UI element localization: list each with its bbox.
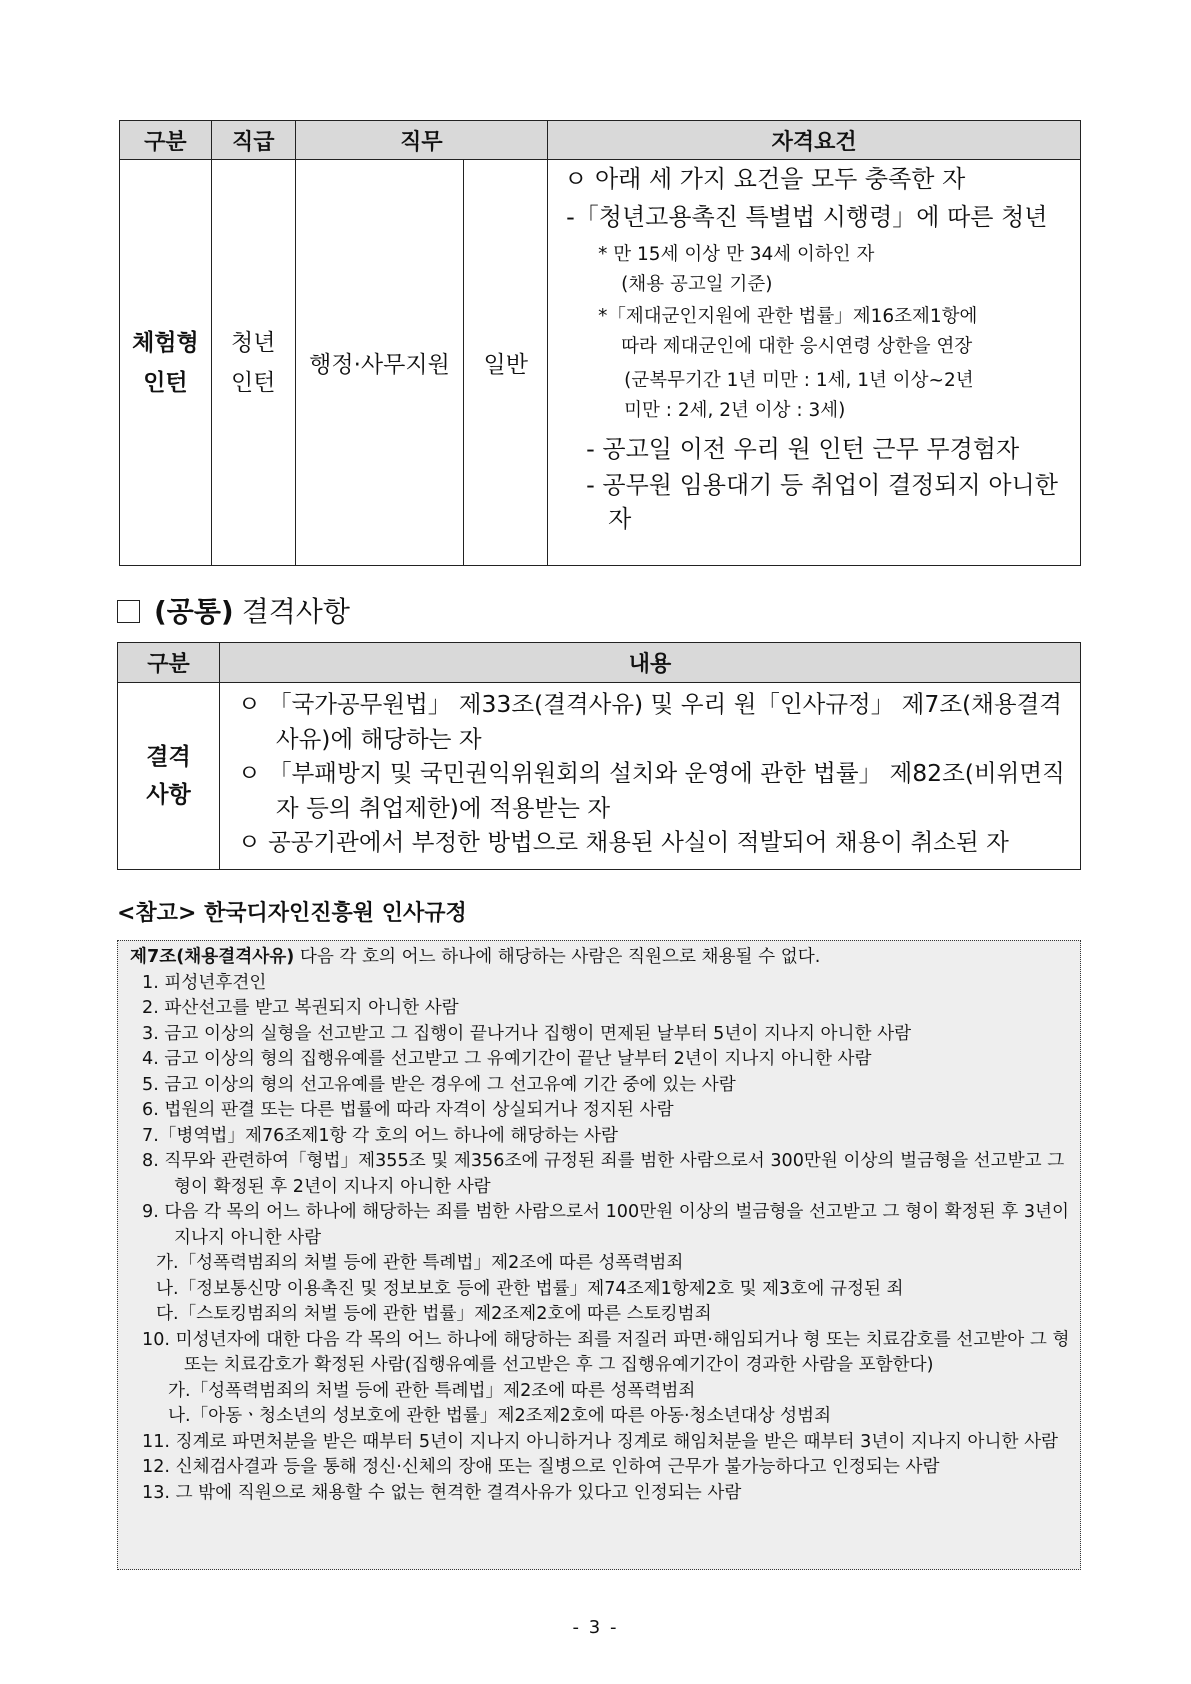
- qual-item-3: - 공무원 임용대기 등 취업이 결정되지 아니한 자: [586, 471, 1058, 533]
- page-number: - 3 -: [572, 1617, 619, 1638]
- header-grade: 직급: [211, 121, 295, 160]
- label-line-1: 결격: [146, 744, 191, 770]
- regulation-item: 5. 금고 이상의 형의 선고유예를 받은 경우에 그 선고유예 기간 중에 있는 사람: [142, 1074, 736, 1095]
- qual-item-1: -「청년고용촉진 특별법 시행령」에 따른 청년: [566, 203, 1048, 231]
- grade-line-2: 인턴: [231, 369, 276, 396]
- regulation-item: 3. 금고 이상의 실형을 선고받고 그 집행이 끝나거나 집행이 면제된 날부터 5년이 지나지 아니한 사람: [142, 1023, 912, 1044]
- regulation-item: 2. 파산선고를 받고 복권되지 아니한 사람: [142, 998, 459, 1018]
- regulation-item: 9. 다음 각 목의 어느 하나에 해당하는 죄를 범한 사람으로서 100만원 이상의 벌금형을 선고받고 그 형이 확정된 후 3년이 지나지 아니한 사람: [142, 1202, 1070, 1248]
- recruitment-row: [120, 160, 1081, 566]
- regulation-item: 6. 법원의 판결 또는 다른 법률에 따라 자격이 상실되거나 정지된 사람: [142, 1100, 674, 1120]
- regulation-subitem: 가.「성폭력범죄의 처벌 등에 관한 특례법」제2조에 따른 성폭력범죄: [156, 1253, 684, 1273]
- regulation-item: 11. 징계로 파면처분을 받은 때부터 5년이 지나지 아니하거나 징계로 해임처분을 받은 때부터 3년이 지나지 아니한 사람: [142, 1431, 1059, 1452]
- article-line: [130, 945, 1070, 971]
- recruitment-table-header: [120, 121, 1081, 160]
- checkbox-square-icon: [117, 600, 140, 623]
- disqualification-table: [117, 642, 1081, 870]
- header-qualification: 자격요건: [548, 121, 1081, 160]
- recruitment-table: [119, 120, 1081, 566]
- qual-note-2b: 따라 제대군인에 대한 응시연령 상한을 연장: [621, 336, 973, 357]
- reference-heading: <참고> 한국디자인진흥원 인사규정: [117, 901, 467, 926]
- disqualification-table-header: [118, 643, 1081, 683]
- regulation-item: 10. 미성년자에 대한 다음 각 목의 어느 하나에 해당하는 죄를 저질러 파면·해임되거나 형 또는 치료감호를 선고받아 그 형 또는 치료감호가 확정된 사람(집행유예를 선고받은 후 그 집행유예기간이 경과한 사람을 포함한다): [142, 1329, 1070, 1375]
- regulation-item: 4. 금고 이상의 형의 집행유예를 선고받고 그 유예기간이 끝난 날부터 2년이 지나지 아니한 사람: [142, 1049, 872, 1069]
- qual-note-1a: * 만 15세 이상 만 34세 이하인 자: [598, 244, 875, 265]
- disqualification-label: [118, 683, 220, 870]
- qual-note-2a: *「제대군인지원에 관한 법률」제16조제1항에: [598, 306, 978, 327]
- qual-item-2: - 공고일 이전 우리 원 인턴 근무 무경험자: [586, 435, 1020, 463]
- section-heading-bold: (공통): [154, 595, 234, 628]
- regulation-subitem: 나.「아동ㆍ청소년의 성보호에 관한 법률」제2조제2호에 따른 아동·청소년대상 성범죄: [168, 1406, 832, 1426]
- regulation-item: 12. 신체검사결과 등을 통해 정신·신체의 장애 또는 질병으로 인하여 근무가 불가능하다고 인정되는 사람: [142, 1457, 940, 1477]
- category-line-2: 인턴: [143, 369, 188, 396]
- disqualification-row: [118, 683, 1081, 870]
- cell-job: 행정·사무지원: [295, 160, 464, 566]
- cell-job-type: 일반: [464, 160, 548, 566]
- header-category-2: 구분: [118, 643, 220, 683]
- qual-note-3b: 미만 : 2세, 2년 이상 : 3세): [624, 400, 846, 421]
- disqualification-content: [219, 683, 1080, 870]
- article-intro: 다음 각 호의 어느 하나에 해당하는 사람은 직원으로 채용될 수 없다.: [294, 947, 821, 967]
- label-line-2: 사항: [146, 782, 191, 808]
- cell-grade: [211, 160, 295, 566]
- regulation-box: [117, 940, 1081, 1570]
- section-heading-title: 결격사항: [241, 595, 350, 628]
- cell-category: [120, 160, 212, 566]
- regulation-item: 7.「병역법」제76조제1항 각 호의 어느 하나에 해당하는 사람: [142, 1125, 619, 1146]
- cell-qualifications: [548, 160, 1081, 566]
- regulation-item: 1. 피성년후견인: [142, 972, 267, 993]
- grade-line-1: 청년: [231, 329, 276, 356]
- category-line-1: 체험형: [132, 329, 199, 356]
- qual-intro: ㅇ 아래 세 가지 요건을 모두 충족한 자: [564, 165, 966, 193]
- regulation-subitem: 가.「성폭력범죄의 처벌 등에 관한 특례법」제2조에 따른 성폭력범죄: [168, 1380, 696, 1401]
- header-job: 직무: [295, 121, 547, 160]
- section-heading: [117, 590, 350, 630]
- header-category: 구분: [120, 121, 212, 160]
- regulation-item: 13. 그 밖에 직원으로 채용할 수 없는 현격한 결격사유가 있다고 인정되는 사람: [142, 1482, 742, 1503]
- regulation-subitem: 나.「정보통신망 이용촉진 및 정보보호 등에 관한 법률」제74조제1항제2호 및 제3호에 규정된 죄: [156, 1278, 904, 1299]
- article-title: 제7조(채용결격사유): [130, 947, 295, 967]
- disqualification-item: ㅇ 「국가공무원법」 제33조(결격사유) 및 우리 원「인사규정」 제7조(채용결격사유)에 해당하는 자: [237, 690, 1063, 753]
- regulation-subitem: 다.「스토킹범죄의 처벌 등에 관한 법률」제2조제2호에 따른 스토킹범죄: [156, 1304, 712, 1324]
- qual-note-1b: (채용 공고일 기준): [621, 274, 773, 295]
- disqualification-item: ㅇ 「부패방지 및 국민권익위원회의 설치와 운영에 관한 법률」 제82조(비위면직자 등의 취업제한)에 적용받는 자: [237, 759, 1065, 822]
- regulation-item: 8. 직무와 관련하여「형법」제355조 및 제356조에 규정된 죄를 범한 사람으로서 300만원 이상의 벌금형을 선고받고 그 형이 확정된 후 2년이 지나지 아니한 사람: [142, 1151, 1065, 1197]
- disqualification-item: ㅇ 공공기관에서 부정한 방법으로 채용된 사실이 적발되어 채용이 취소된 자: [237, 828, 1009, 856]
- qual-note-3a: (군복무기간 1년 미만 : 1세, 1년 이상~2년: [624, 370, 974, 391]
- header-content: 내용: [219, 643, 1080, 683]
